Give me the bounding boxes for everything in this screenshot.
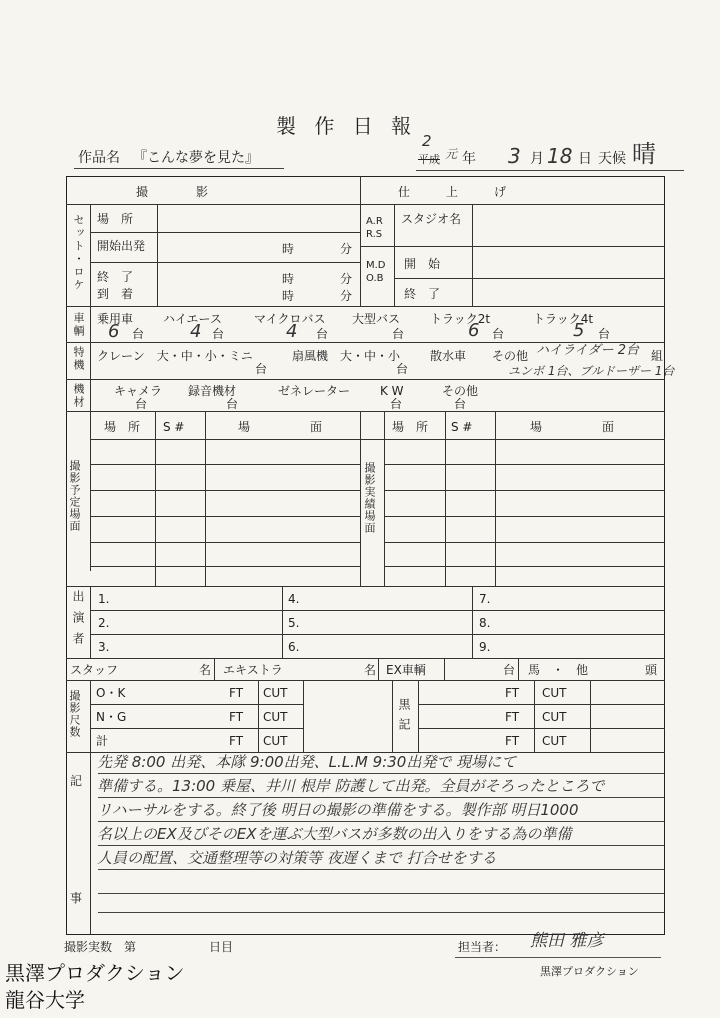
rule <box>90 634 665 635</box>
section-finish: 仕 上 げ <box>398 185 507 199</box>
person-name: 熊田 雅彦 <box>530 931 604 951</box>
actual-place-header: 場 所 <box>392 420 429 434</box>
equipment-sound: 録音機材 <box>188 384 237 398</box>
ar-rs-label: A.R R.S <box>366 216 383 240</box>
schedule-row-rule <box>384 516 665 517</box>
era-struck: 平成 <box>418 153 440 166</box>
equipment-other-unit: 台 <box>454 397 467 411</box>
memo-rule <box>98 893 664 894</box>
ex-vehicle-label: EX車輌 <box>386 663 426 677</box>
time-label-2: 時 <box>282 272 295 286</box>
schedule-row-rule <box>384 464 665 465</box>
rule <box>66 379 665 380</box>
rule <box>418 728 665 729</box>
rule <box>392 680 393 752</box>
rule <box>90 262 360 263</box>
start-label: 開 始 <box>404 257 441 271</box>
start-depart-label: 開始出発 <box>97 239 146 253</box>
minute-label-2: 分 <box>340 272 353 286</box>
era-hand-mark: 元 <box>445 147 458 161</box>
rule <box>378 658 379 680</box>
rule <box>360 246 665 247</box>
rule <box>90 439 665 440</box>
place-label: 場 所 <box>97 212 134 226</box>
staff-label: スタッフ <box>70 663 119 677</box>
work-underline <box>74 168 284 169</box>
rule <box>258 680 259 752</box>
rule <box>90 704 303 705</box>
rule <box>157 204 158 306</box>
equipment-camera-unit: 台 <box>135 397 148 411</box>
section-shoot: 撮 影 <box>136 185 209 199</box>
horse-unit: 頭 <box>645 663 658 677</box>
cast-number: 3. <box>98 640 110 654</box>
rule <box>90 752 91 935</box>
memo-label-1: 記 <box>70 774 83 788</box>
cast-number: 1. <box>98 592 110 606</box>
arrive-label: 到 着 <box>97 287 134 301</box>
date-underline <box>416 170 684 171</box>
finish-label: 終 了 <box>404 287 441 301</box>
vehicle-unit-truck4: 台 <box>598 327 611 341</box>
schedule-row-rule <box>384 490 665 491</box>
vehicle-label-microbus: マイクロバス <box>254 312 326 326</box>
vehicle-unit-microbus: 台 <box>316 327 329 341</box>
rule <box>472 586 473 658</box>
water-label: 散水車 <box>430 349 467 363</box>
planned-scene-header: 場 面 <box>238 420 323 434</box>
machines-group: 組 <box>651 349 664 363</box>
machines-row-label: 特機 <box>72 346 85 372</box>
schedule-row-rule <box>90 516 360 517</box>
machines-other-hand-2: ユンボ 1台、ブルドーザー 1台 <box>508 364 675 378</box>
month-hand: 3 <box>508 144 521 168</box>
memo-label-2: 事 <box>70 891 83 905</box>
month-label: 月 <box>530 151 544 167</box>
cast-number: 6. <box>288 640 300 654</box>
cast-number: 9. <box>479 640 491 654</box>
crane-label: クレーン 大・中・小・ミニ <box>97 349 253 363</box>
person-label: 担当者： <box>458 940 507 954</box>
vehicle-unit-hiace: 台 <box>212 327 225 341</box>
cast-number: 2. <box>98 616 110 630</box>
fan-label: 扇風機 大・中・小 <box>292 349 401 363</box>
cast-label: 出演者 <box>71 590 85 653</box>
vehicle-label-truck2: トラック2t <box>430 312 491 326</box>
machines-other-hand-1: ハイライダー 2台 <box>536 343 640 358</box>
rule <box>384 411 385 586</box>
vehicle-unit-truck2: 台 <box>492 327 505 341</box>
actual-scenes-label: 撮影実績場面 <box>363 462 376 534</box>
memo-line: リハーサルをする。終了後 明日の撮影の準備をする。製作部 明日1000 <box>97 801 579 819</box>
film-ft: FT <box>229 734 244 748</box>
film-ok-label: O・K <box>96 686 126 700</box>
cast-number: 7. <box>479 592 491 606</box>
vehicle-label-truck4: トラック4t <box>533 312 594 326</box>
rule <box>495 411 496 586</box>
year-label: 年 <box>462 151 476 167</box>
work-name-label: 作品名 <box>78 150 120 166</box>
cast-number: 8. <box>479 616 491 630</box>
film-ft: FT <box>229 686 244 700</box>
rule <box>66 586 665 587</box>
rule <box>90 728 303 729</box>
film-cut: CUT <box>263 734 288 748</box>
equipment-kw: K W <box>380 384 404 398</box>
memo-rule <box>98 773 664 774</box>
rule <box>534 680 535 752</box>
vehicle-unit-sedan: 台 <box>132 327 145 341</box>
rule <box>90 680 91 752</box>
rule <box>90 232 360 233</box>
vehicle-unit-bigbus: 台 <box>392 327 405 341</box>
bw-ft: FT <box>505 686 520 700</box>
equipment-kw-unit: 台 <box>390 397 403 411</box>
studio-label: スタジオ名 <box>401 212 462 226</box>
film-ng-label: N・G <box>96 710 127 724</box>
rule <box>90 586 91 658</box>
equipment-camera: キャメラ <box>114 384 163 398</box>
film-cut: CUT <box>263 686 288 700</box>
rule <box>394 278 665 279</box>
schedule-row-rule <box>384 566 665 567</box>
extra-unit: 名 <box>364 663 377 677</box>
rule <box>66 306 665 307</box>
bw-label: 黒記 <box>397 698 411 738</box>
memo-line: 準備する。13:00 乗屋、井川 根岸 防護して出発。全員がそろったところで <box>97 777 605 795</box>
ex-vehicle-unit: 台 <box>503 663 516 677</box>
day-hand: 18 <box>547 144 573 168</box>
actual-s-header: S # <box>451 420 473 434</box>
vehicle-count-truck2: 6 <box>468 320 480 341</box>
film-length-label: 撮影尺数 <box>68 690 81 738</box>
rule <box>66 680 665 681</box>
planned-scenes-label: 撮影予定場面 <box>68 460 81 532</box>
bw-cut: CUT <box>542 710 567 724</box>
bw-ft: FT <box>505 734 520 748</box>
work-title: 『こんな夢を見た』 <box>133 150 259 166</box>
memo-rule <box>98 797 664 798</box>
vehicle-label-hiace: ハイエース <box>163 312 222 326</box>
film-total-label: 計 <box>96 734 109 748</box>
horse-label: 馬 ・ 他 <box>528 663 589 677</box>
planned-s-header: S # <box>163 420 185 434</box>
rule <box>518 658 519 680</box>
rule <box>445 411 446 586</box>
bw-cut: CUT <box>542 686 567 700</box>
rule <box>155 411 156 586</box>
md-ob-label: M.D O.B <box>366 260 386 284</box>
schedule-row-rule <box>90 566 360 567</box>
equipment-other: その他 <box>442 384 479 398</box>
memo-rule <box>98 869 664 870</box>
actual-scene-header: 場 面 <box>530 420 615 434</box>
overlay-caption-line-2: 龍谷大学 <box>5 988 85 1012</box>
schedule-row-rule <box>90 464 360 465</box>
rule <box>205 411 206 586</box>
schedule-row-rule <box>384 542 665 543</box>
person-underline <box>455 957 661 958</box>
rule <box>303 680 304 752</box>
fan-unit: 台 <box>396 362 409 376</box>
memo-rule <box>98 821 664 822</box>
vehicle-label-bigbus: 大型バス <box>352 312 401 326</box>
cast-number: 5. <box>288 616 300 630</box>
set-loke-label: セット・ロケ <box>72 214 85 292</box>
bw-cut: CUT <box>542 734 567 748</box>
shoot-days-label: 撮影実数 第 <box>64 940 137 954</box>
minute-label-3: 分 <box>340 289 353 303</box>
bw-ft: FT <box>505 710 520 724</box>
weather-hand: 晴 <box>632 140 656 168</box>
rule <box>66 658 665 659</box>
rule <box>360 176 361 306</box>
time-label: 時 <box>282 242 295 256</box>
memo-rule <box>98 845 664 846</box>
vehicle-count-microbus: 4 <box>286 321 298 342</box>
company-print: 黒澤プロダクション <box>540 965 639 978</box>
equipment-sound-unit: 台 <box>226 397 239 411</box>
memo-rule <box>98 912 664 913</box>
end-label: 終 了 <box>97 270 134 284</box>
rule <box>418 680 419 752</box>
rule <box>66 204 665 205</box>
rule <box>418 704 665 705</box>
equipment-row-label: 機材 <box>72 383 85 409</box>
era-hand: 2 <box>422 132 432 150</box>
schedule-row-rule <box>90 542 360 543</box>
vehicle-count-truck4: 5 <box>573 320 585 341</box>
machines-other-label: その他 <box>492 349 529 363</box>
crane-unit: 台 <box>255 362 268 376</box>
planned-place-header: 場 所 <box>104 420 141 434</box>
rule <box>590 680 591 752</box>
rule <box>472 204 473 306</box>
vehicle-count-hiace: 4 <box>190 321 202 342</box>
rule <box>90 204 91 306</box>
staff-unit: 名 <box>199 663 212 677</box>
weather-label: 天候 <box>598 151 626 167</box>
overlay-caption-line-1: 黒澤プロダクション <box>5 961 185 985</box>
minute-label: 分 <box>340 242 353 256</box>
vehicle-count-sedan: 6 <box>108 321 120 342</box>
equipment-generator: ゼネレーター <box>278 384 351 398</box>
rule <box>444 658 445 680</box>
rule <box>90 610 665 611</box>
memo-line: 先発 8:00 出発、本隊 9:00出発、L.L.M 9:30出発で 現場にて <box>97 753 517 771</box>
film-ft: FT <box>229 710 244 724</box>
schedule-row-rule <box>90 490 360 491</box>
rule <box>282 586 283 658</box>
vehicle-label-sedan: 乗用車 <box>97 312 134 326</box>
vehicles-row-label: 車輌 <box>72 312 85 338</box>
cast-number: 4. <box>288 592 300 606</box>
page-title: 製 作 日 報 <box>276 114 418 138</box>
shoot-days-unit: 日目 <box>209 940 234 954</box>
memo-line: 名以上のEX及びそのEXを運ぶ大型バスが多数の出入りをする為の準備 <box>97 825 572 843</box>
time-label-3: 時 <box>282 289 295 303</box>
rule <box>214 658 215 680</box>
extra-label: エキストラ <box>223 663 283 677</box>
rule <box>360 411 361 586</box>
rule <box>394 204 395 306</box>
film-cut: CUT <box>263 710 288 724</box>
day-label: 日 <box>578 151 592 167</box>
memo-line: 人員の配置、交通整理等の対策等 夜遅くまで 打合せをする <box>97 849 497 867</box>
